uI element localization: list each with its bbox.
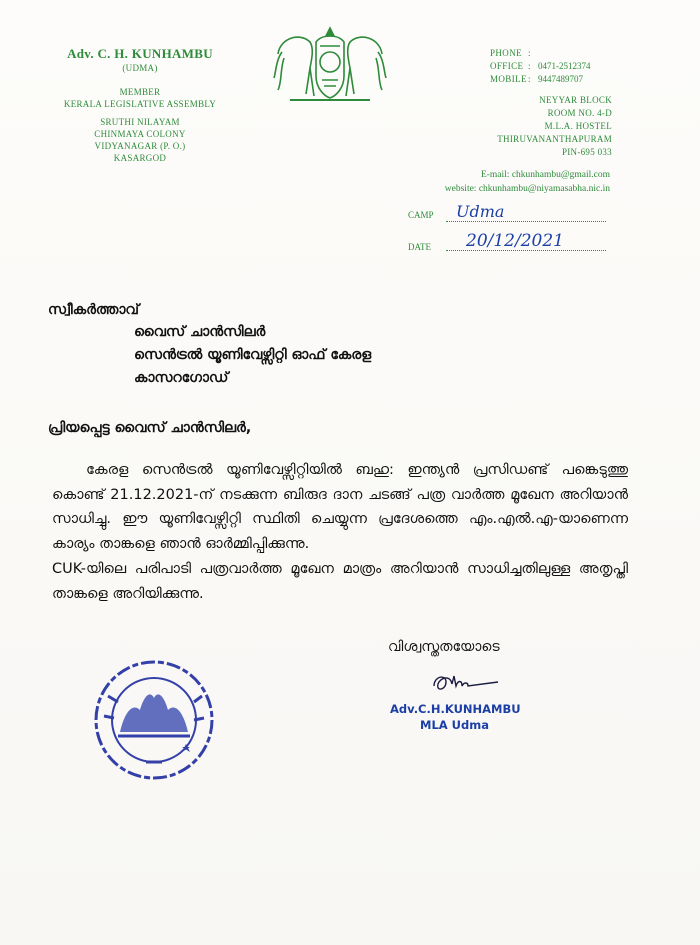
date-value: 20/12/2021: [466, 231, 564, 251]
website-link[interactable]: chkunhambu@niyamasabha.nic.in: [478, 184, 610, 194]
contact-block: PHONE : OFFICE : 0471-2512374 MOBILE : 9447489707: [490, 47, 591, 84]
office-seal-stamp: [90, 656, 218, 784]
office-value: 0471-2512374: [538, 60, 591, 71]
email-website: [405, 168, 610, 196]
body-paragraph-2: CUK-യിലെ പരിപാടി പത്രവാർത്ത മൂഖേന മാത്രം അറിയാൻ സാധിച്ചതിലുള്ള അതൃപ്തി താങ്കളെ അറിയിക്കുന്നു.: [52, 561, 628, 602]
office-address: [497, 94, 612, 159]
phone-label: PHONE: [490, 47, 523, 58]
sender-name: Adv. C. H. KUNHAMBU: [67, 46, 213, 61]
mobile-value: 9447489707: [538, 73, 583, 84]
office-address-4: THIRUVANANTHAPURAM: [497, 134, 612, 144]
camp-field: [408, 204, 608, 224]
mobile-label: MOBILE: [490, 73, 527, 84]
signatory-title: MLA Udma: [420, 718, 489, 732]
salutation: പ്രിയപ്പെട്ട വൈസ് ചാൻസിലർ,: [48, 420, 252, 436]
office-address-5: PIN-695 033: [561, 147, 612, 157]
office-address-1: NEYYAR BLOCK: [539, 95, 612, 105]
letterhead-left: [40, 46, 240, 164]
recipient-line-2: സെൻട്രൽ യൂണിവേഴ്സിറ്റി ഓഫ് കേരള: [134, 347, 372, 363]
closing: വിശ്വസ്തതയോടെ: [388, 639, 500, 655]
website-label: website:: [444, 184, 477, 194]
sender-role-1: MEMBER: [119, 87, 161, 97]
camp-label: CAMP: [408, 210, 434, 220]
home-address-4: KASARGOD: [113, 153, 167, 163]
sender-constituency: (UDMA): [122, 63, 158, 73]
home-address-1: SRUTHI NILAYAM: [100, 117, 180, 127]
office-address-2: ROOM NO. 4-D: [547, 108, 612, 118]
office-label: OFFICE: [490, 60, 524, 71]
to-label: സ്വീകർത്താവ്: [48, 302, 139, 318]
date-label: DATE: [408, 242, 431, 252]
kerala-emblem-icon: [270, 24, 390, 106]
camp-value: Udma: [456, 202, 505, 221]
office-address-3: M.L.A. HOSTEL: [544, 121, 612, 131]
body-paragraph-1: കേരള സെൻട്രൽ യൂണിവേഴ്സിറ്റിയിൽ ബഹു: ഇന്ത്യൻ പ്രസിഡണ്ട് പങ്കെടുത്തു കൊണ്ട് 21.12.2021-ന് നടക്കുന്ന ബിരുദ ദാന ചടങ്ങ് പത്ര വാർത്ത മൂഖേന അറിയാൻ സാധിച്ചു. ഈ യൂണിവേഴ്സിറ്റി സ്ഥിതി ചെയ്യുന്ന പ്രദേശത്തെ എം.എൽ.എ-യാണെന്ന കാര്യം താങ്കളെ ഞാൻ ഓർമ്മിപ്പിക്കുന്നു.: [52, 462, 628, 552]
email-label: E-mail:: [480, 170, 510, 180]
date-field: [408, 233, 608, 253]
recipient-line-1: വൈസ് ചാൻസിലർ: [134, 324, 266, 340]
recipient-line-3: കാസറഗോഡ്: [134, 370, 229, 386]
email-link[interactable]: chkunhambu@gmail.com: [511, 170, 610, 180]
home-address-2: CHINMAYA COLONY: [94, 129, 186, 139]
signature-icon: [428, 668, 508, 698]
signatory-name: Adv.C.H.KUNHAMBU: [390, 702, 521, 716]
sender-role-2: KERALA LEGISLATIVE ASSEMBLY: [63, 99, 217, 109]
home-address-3: VIDYANAGAR (P. O.): [94, 141, 186, 151]
